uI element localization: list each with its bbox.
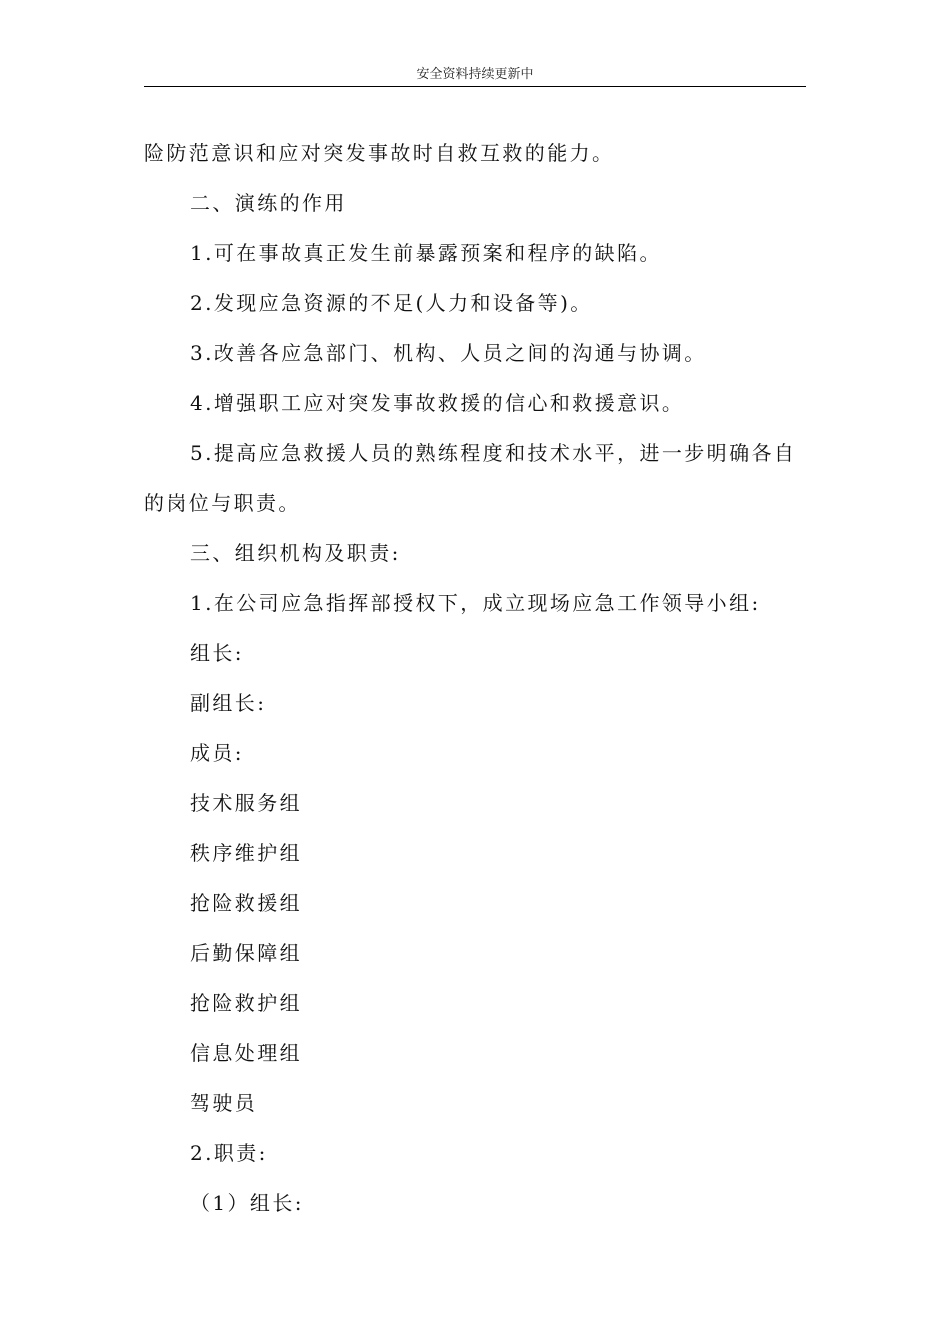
role-deputy-leader: 副组长:	[190, 691, 267, 715]
document-body	[144, 128, 806, 1228]
list-item-2: 2.发现应急资源的不足(人力和设备等)。	[190, 291, 593, 315]
list-item-4: 4.增强职工应对突发事故救援的信心和救援意识。	[190, 391, 685, 415]
group-first-aid: 抢险救护组	[190, 991, 302, 1015]
list-item-3: 3.改善各应急部门、机构、人员之间的沟通与协调。	[190, 341, 707, 365]
paragraph-continuation: 险防范意识和应对突发事故时自救互救的能力。	[144, 141, 615, 165]
group-order-maintenance: 秩序维护组	[190, 841, 302, 865]
role-members: 成员:	[190, 741, 244, 765]
list-item-1: 1.可在事故真正发生前暴露预案和程序的缺陷。	[190, 241, 662, 265]
list-item-5: 5.提高应急救援人员的熟练程度和技术水平，进一步明确各自	[190, 441, 797, 465]
page-header: 安全资料持续更新中	[416, 67, 534, 82]
duties-heading: 2.职责:	[190, 1141, 268, 1165]
section-heading-3: 三、组织机构及职责:	[190, 541, 401, 565]
section-heading-2: 二、演练的作用	[190, 191, 347, 215]
group-logistics: 后勤保障组	[190, 941, 302, 965]
duty-leader: （1）组长:	[190, 1191, 304, 1215]
group-technical-service: 技术服务组	[190, 791, 302, 815]
role-driver: 驾驶员	[190, 1091, 258, 1115]
header-rule	[144, 86, 806, 87]
org-item-1: 1.在公司应急指挥部授权下，成立现场应急工作领导小组:	[190, 591, 761, 615]
group-rescue: 抢险救援组	[190, 891, 302, 915]
role-leader: 组长:	[190, 641, 244, 665]
list-item-5-continuation: 的岗位与职责。	[144, 491, 301, 515]
group-information: 信息处理组	[190, 1041, 302, 1065]
